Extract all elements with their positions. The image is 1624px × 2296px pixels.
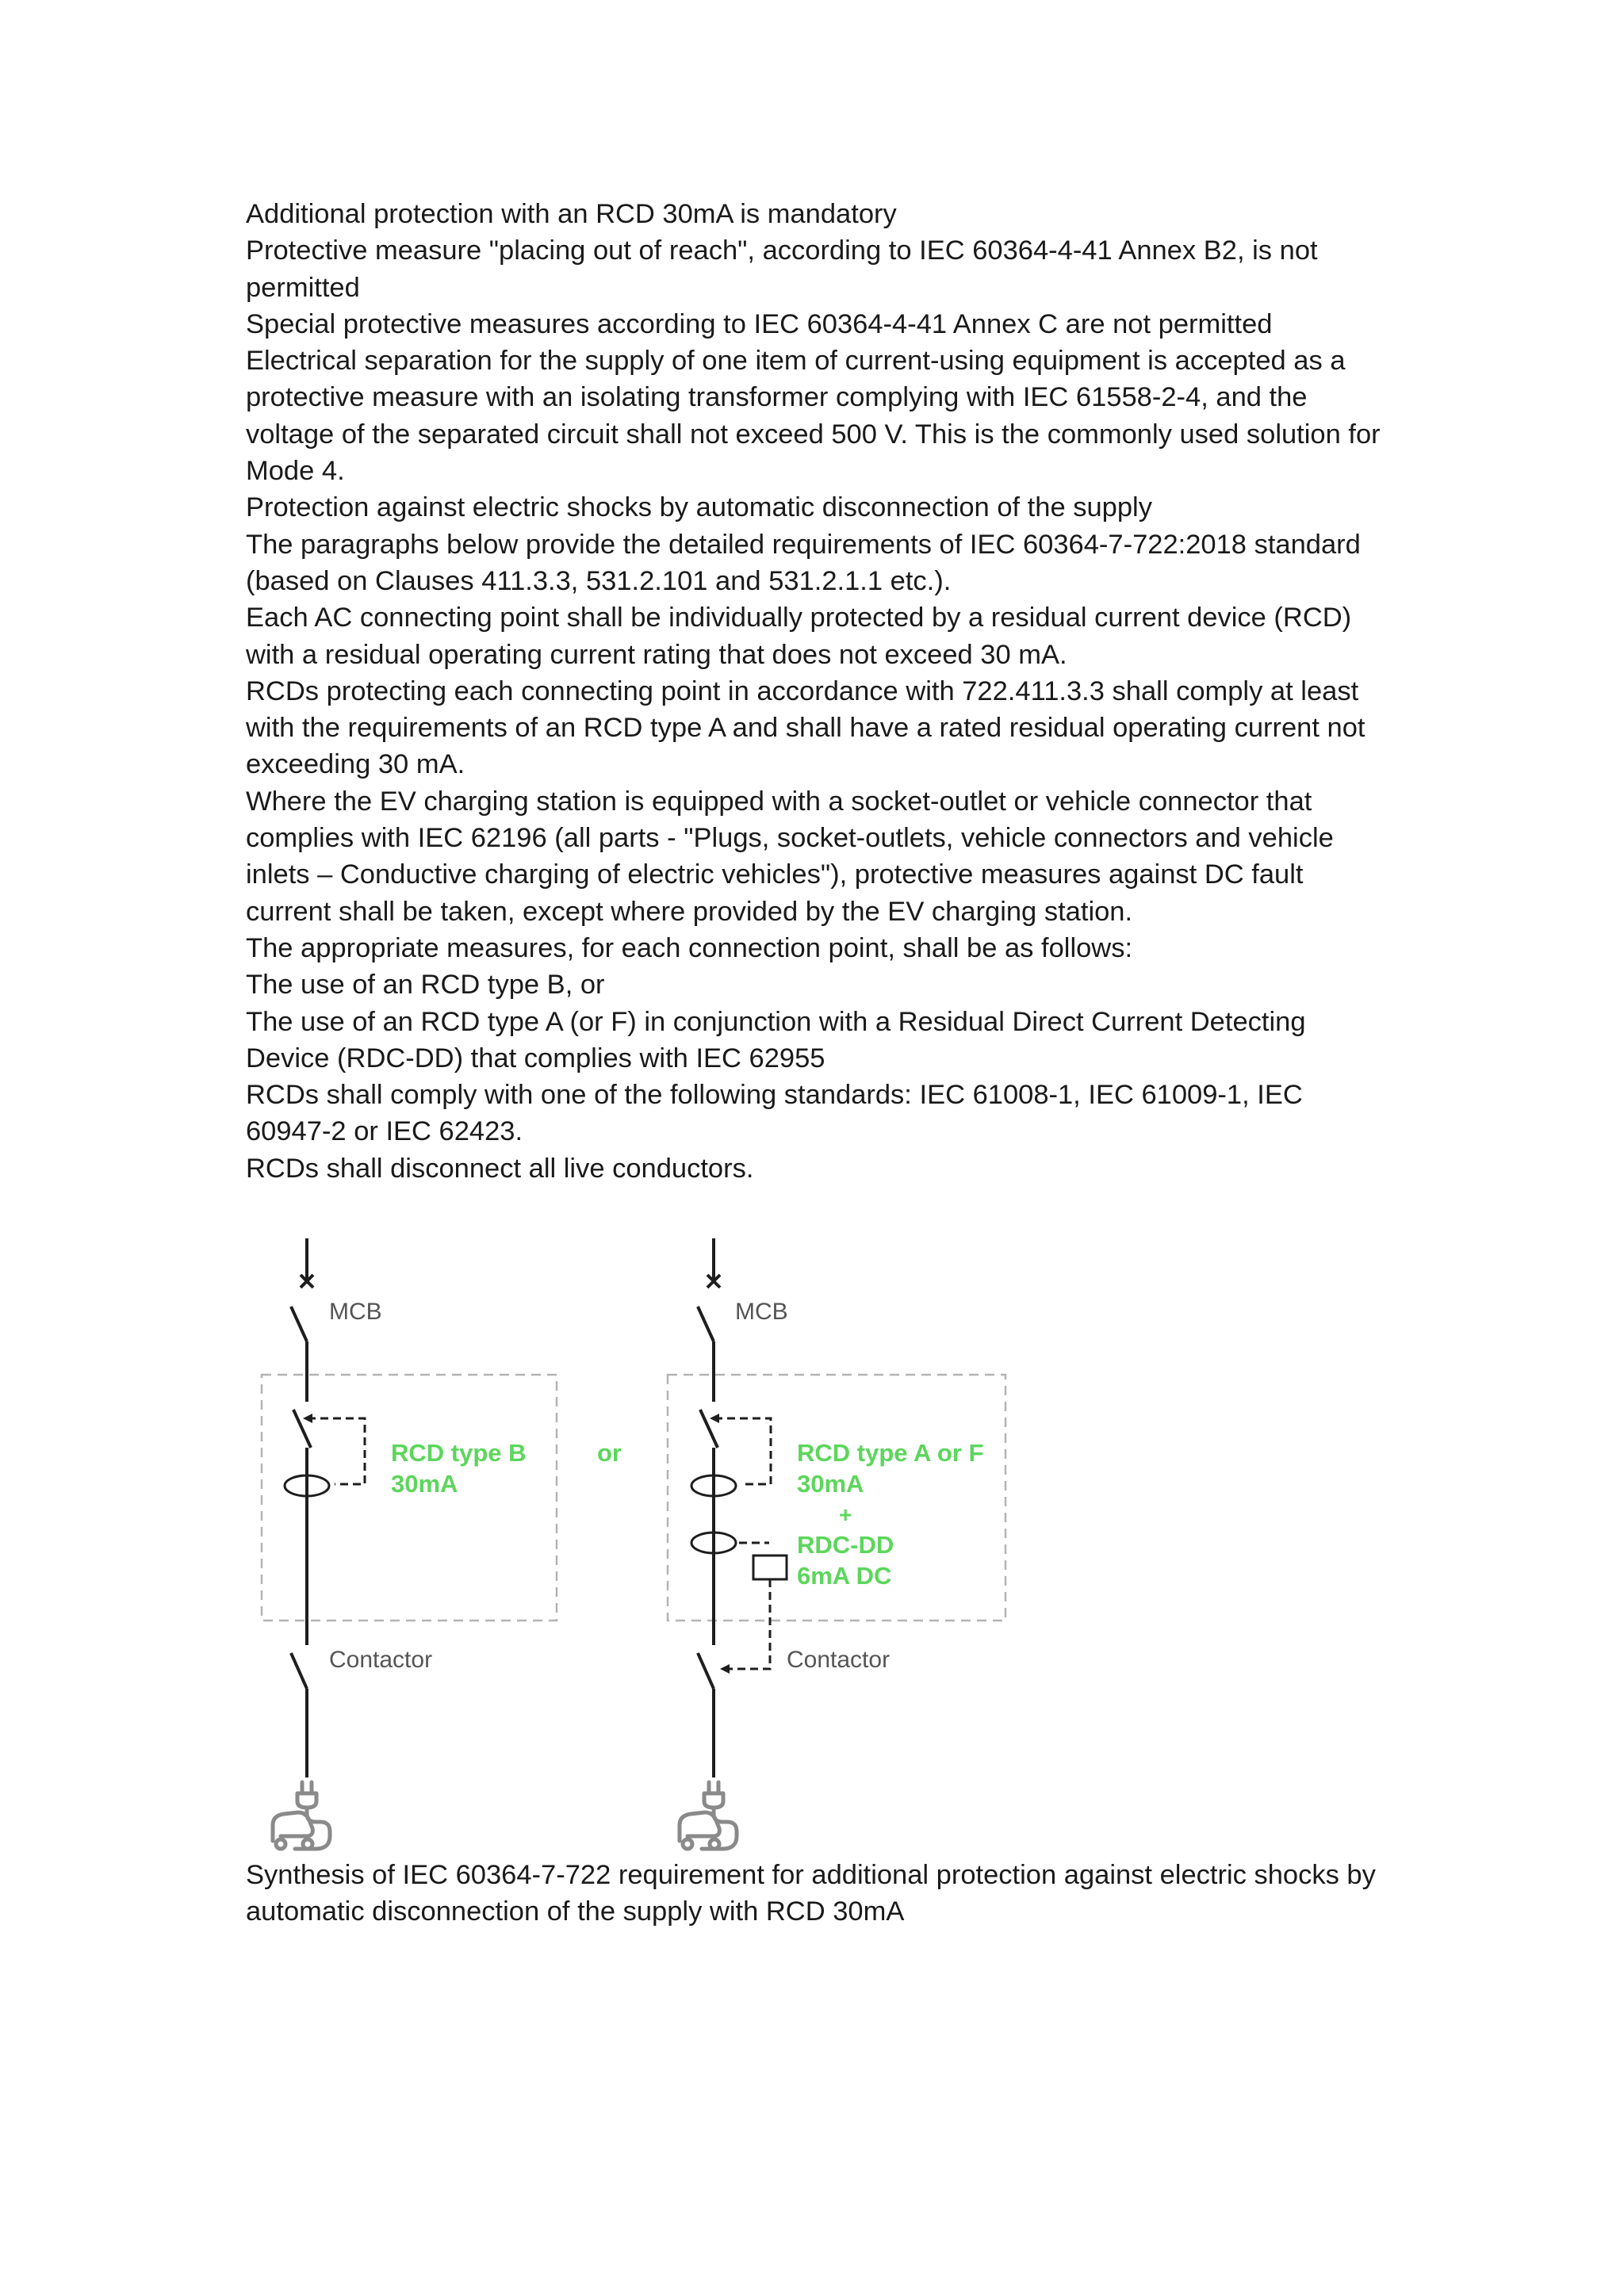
paragraph: Electrical separation for the supply of one item of current-using equipment is accepted as a protective measure with an isolating transformer complying with IEC 61558-2-4, and the voltage of the separated circuit shall not exceed 500 V. This is the commonly used solution for Mode 4. xyxy=(246,346,1381,487)
paragraph: Protection against electric shocks by automatic disconnection of the supply xyxy=(246,492,1152,523)
document-text xyxy=(246,196,1388,1187)
rcd-switch-blade xyxy=(700,1410,718,1448)
ev-charging-icon xyxy=(273,1782,330,1849)
rcd-trip-link xyxy=(308,1418,365,1484)
contactor-label: Contactor xyxy=(329,1647,433,1673)
paragraph: The paragraphs below provide the detailed requirements of IEC 60364-7-722:2018 standard (based on Clauses 411.3.3, 531.2.101 and 531.2.1.1 etc.). xyxy=(246,529,1361,596)
rcd-switch-blade xyxy=(293,1410,311,1448)
paragraph: Where the EV charging station is equipped with a socket-outlet or vehicle connector that complies with IEC 62196 (all parts - "Plugs, socket-outlets, vehicle connectors and vehicle inlets – Conductive charging of electric vehicles"), protective measures against DC fault current shall be taken, except where provided by the EV charging station. xyxy=(246,786,1334,927)
circuit-rcd-type-a-rdcdd xyxy=(668,1238,1005,1849)
rdc-dd-rating-label: 6mA DC xyxy=(797,1562,892,1590)
rdc-dd-trip-link xyxy=(728,1579,770,1669)
ev-charging-icon xyxy=(680,1782,737,1849)
paragraph: Special protective measures according to IEC 60364-4-41 Annex C are not permitted xyxy=(246,308,1273,339)
mcb-label: MCB xyxy=(735,1299,788,1325)
mcb-switch-blade xyxy=(698,1307,714,1341)
mcb-label: MCB xyxy=(329,1299,382,1325)
paragraph: Additional protection with an RCD 30mA is mandatory xyxy=(246,199,897,229)
paragraph: RCDs shall disconnect all live conductors. xyxy=(246,1153,754,1184)
rcd-circuit-diagram xyxy=(254,1229,1031,1855)
contactor-label: Contactor xyxy=(787,1647,891,1673)
rdc-dd-label: RDC-DD xyxy=(797,1531,894,1559)
or-label: or xyxy=(597,1439,622,1467)
rdc-dd-relay-box xyxy=(753,1556,787,1579)
plus-sign: + xyxy=(839,1502,852,1527)
rcd-type-label: RCD type A or F xyxy=(797,1439,984,1467)
rcd-rating-label: 30mA xyxy=(797,1470,864,1498)
paragraph: The use of an RCD type B, or xyxy=(246,970,605,1001)
mcb-switch-blade xyxy=(291,1307,307,1341)
paragraph: RCDs shall comply with one of the following standards: IEC 61008-1, IEC 61009-1, IEC 60947-2 or IEC 62423. xyxy=(246,1080,1303,1147)
rcd-trip-link xyxy=(714,1418,771,1484)
figure-caption: Synthesis of IEC 60364-7-722 requirement for additional protection against electric shocks by automatic disconnection of the supply with RCD 30mA xyxy=(246,1860,1376,1927)
paragraph: Protective measure "placing out of reach", according to IEC 60364-4-41 Annex B2, is not permitted xyxy=(246,235,1318,303)
rcd-type-label: RCD type B xyxy=(391,1439,527,1467)
paragraph: Each AC connecting point shall be individually protected by a residual current device (RCD) with a residual operating current rating that does not exceed 30 mA. xyxy=(246,603,1352,670)
paragraph: The use of an RCD type A (or F) in conjunction with a Residual Direct Current Detecting Device (RDC-DD) that complies with IEC 62955 xyxy=(246,1006,1306,1073)
circuit-rcd-type-b xyxy=(262,1238,557,1849)
contactor-switch-blade xyxy=(698,1653,714,1689)
contactor-switch-blade xyxy=(291,1653,307,1689)
rcd-rating-label: 30mA xyxy=(391,1470,458,1498)
paragraph: The appropriate measures, for each connection point, shall be as follows: xyxy=(246,932,1133,963)
paragraph: RCDs protecting each connecting point in accordance with 722.411.3.3 shall comply at least with the requirements of an RCD type A and shall have a rated residual operating current not exceeding 30 mA. xyxy=(246,675,1365,780)
